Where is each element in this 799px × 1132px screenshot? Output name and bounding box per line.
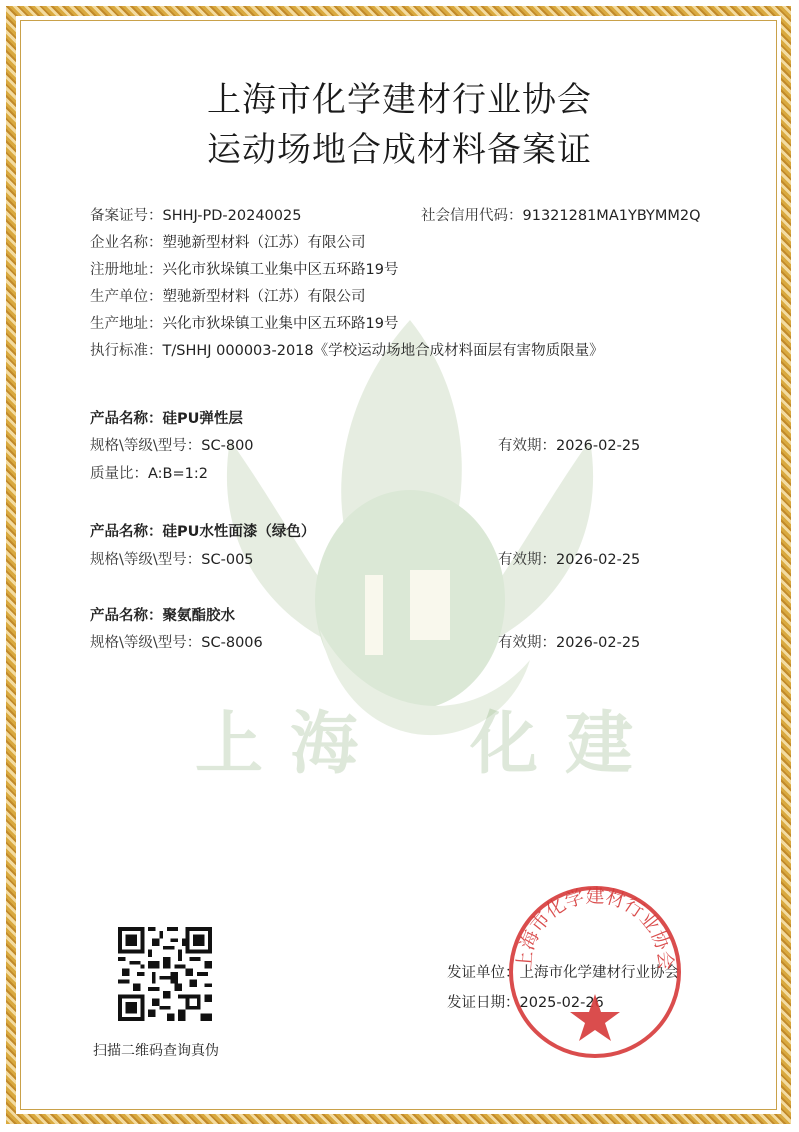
watermark-char: 上 <box>195 704 264 784</box>
product-ratio-row <box>90 462 208 483</box>
product-name-row <box>90 520 315 541</box>
standard-value: T/SHHJ 000003-2018《学校运动场地合成材料面层有害物质限量》 <box>162 343 604 359</box>
product-spec-row <box>90 631 263 652</box>
svg-text:上海市化学建材行业协会 <box>513 885 676 971</box>
official-seal-icon <box>505 882 685 1062</box>
reg-address-row <box>90 258 398 279</box>
product-spec-row <box>90 434 254 455</box>
watermark-char: 化 <box>470 704 539 784</box>
record-no-row <box>90 204 301 225</box>
qr-caption: 扫描二维码查询真伪 <box>93 1043 219 1059</box>
product-valid-row <box>498 548 640 569</box>
product-valid: 2026-02-25 <box>556 552 641 568</box>
product-valid-label: 有效期： <box>498 635 556 651</box>
reg-address-label: 注册地址： <box>90 262 163 278</box>
credit-code-row <box>421 204 701 225</box>
product-valid: 2026-02-25 <box>556 635 641 651</box>
prod-address-label: 生产地址： <box>90 316 163 332</box>
product-valid-row <box>498 434 640 455</box>
product-valid-label: 有效期： <box>498 438 556 454</box>
seal-text: 上海市化学建材行业协会 <box>513 885 677 971</box>
product-valid: 2026-02-25 <box>556 438 641 454</box>
prod-address-row <box>90 312 398 333</box>
product-spec: SC-800 <box>201 438 254 454</box>
product-spec-label: 规格\等级\型号： <box>90 552 202 568</box>
record-no-label: 备案证号： <box>90 208 163 224</box>
product-name: 硅PU弹性层 <box>162 411 243 427</box>
product-ratio-label: 质量比： <box>90 466 148 482</box>
product-name: 聚氨酯胶水 <box>162 608 235 624</box>
certificate-title-line1: 上海市化学建材行业协会 <box>207 80 592 120</box>
product-spec-label: 规格\等级\型号： <box>90 635 202 651</box>
product-name: 硅PU水性面漆（绿色） <box>162 524 316 540</box>
product-spec: SC-8006 <box>201 635 263 651</box>
product-valid-label: 有效期： <box>498 552 556 568</box>
credit-code-value: 91321281MA1YBYMM2Q <box>522 208 701 224</box>
record-no-value: SHHJ-PD-20240025 <box>162 208 302 224</box>
product-spec-row <box>90 548 254 569</box>
producer-label: 生产单位： <box>90 289 163 305</box>
product-name-label: 产品名称： <box>90 411 163 427</box>
product-spec: SC-005 <box>201 552 254 568</box>
watermark-char: 海 <box>290 704 359 784</box>
certificate-title-line2: 运动场地合成材料备案证 <box>207 130 592 170</box>
standard-row <box>90 339 604 360</box>
product-valid-row <box>498 631 640 652</box>
issuer-unit: 上海市化学建材行业协会 <box>519 965 679 981</box>
issuer-unit-label: 发证单位： <box>447 965 520 981</box>
issue-date: 2025-02-26 <box>519 995 604 1011</box>
issue-date-label: 发证日期： <box>447 995 520 1011</box>
prod-address-value: 兴化市狄垛镇工业集中区五环路19号 <box>162 316 399 332</box>
product-spec-label: 规格\等级\型号： <box>90 438 202 454</box>
qr-code-icon[interactable] <box>118 927 212 1021</box>
product-name-label: 产品名称： <box>90 608 163 624</box>
standard-label: 执行标准： <box>90 343 163 359</box>
reg-address-value: 兴化市狄垛镇工业集中区五环路19号 <box>162 262 399 278</box>
company-value: 塑驰新型材料（江苏）有限公司 <box>162 235 366 251</box>
watermark-char: 建 <box>565 704 634 784</box>
credit-code-label: 社会信用代码： <box>421 208 523 224</box>
company-row <box>90 231 366 252</box>
product-ratio: A:B=1:2 <box>148 466 208 482</box>
product-name-row <box>90 604 235 625</box>
product-name-label: 产品名称： <box>90 524 163 540</box>
product-name-row <box>90 407 243 428</box>
company-label: 企业名称： <box>90 235 163 251</box>
producer-row <box>90 285 366 306</box>
producer-value: 塑驰新型材料（江苏）有限公司 <box>162 289 366 305</box>
